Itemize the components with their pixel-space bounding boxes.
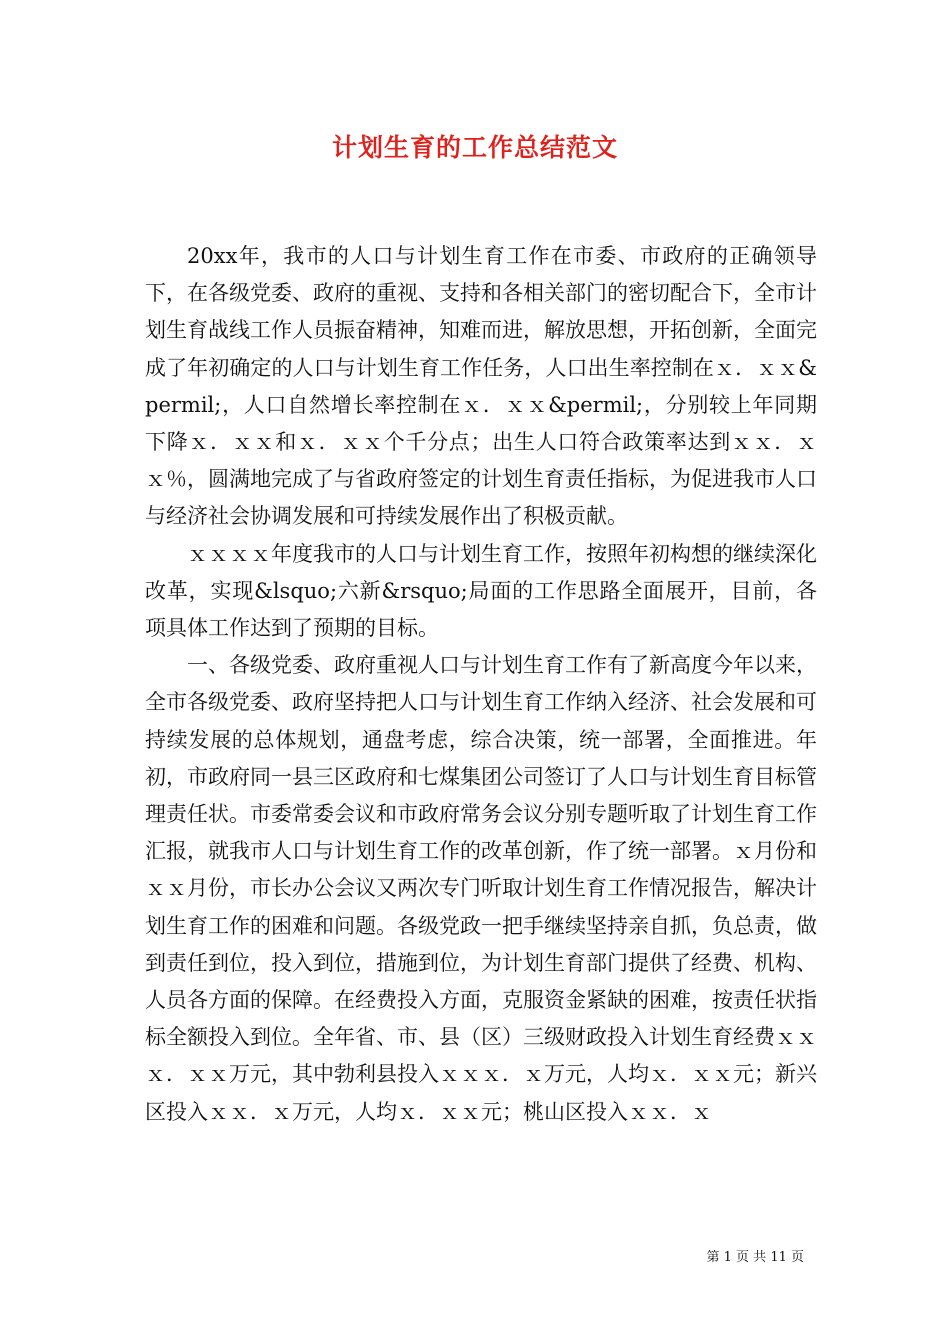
paragraph-2: ｘｘｘｘ年度我市的人口与计划生育工作，按照年初构想的继续深化改革，实现&lsquo;六新&rsquo;局面的工作思路全面展开，目前，各项具体工作达到了预期的目标。 [145,541,817,641]
page-number: 第 1 页 共 11 页 [706,1250,804,1265]
paragraph-1: 20xx年，我市的人口与计划生育工作在市委、市政府的正确领导下，在各级党委、政府的重视、支持和各相关部门的密切配合下，全市计划生育战线工作人员振奋精神，知难而进，解放思想，开拓创新，全面完成了年初确定的人口与计划生育工作任务，人口出生率控制在ｘ．ｘｘ&permil;，人口自然增长率控制在ｘ．ｘｘ&permil;，分别较上年同期下降ｘ．ｘｘ和ｘ．ｘｘ个千分点；出生人口符合政策率达到ｘｘ．ｘｘ％，圆满地完成了与省政府签定的计划生育责任指标，为促进我市人口与经济社会协调发展和可持续发展作出了积极贡献。 [145,244,817,529]
document-body [145,238,817,1131]
paragraph-3: 一、各级党委、政府重视人口与计划生育工作有了新高度今年以来，全市各级党委、政府坚持把人口与计划生育工作纳入经济、社会发展和可持续发展的总体规划，通盘考虑，综合决策，统一部署，全面推进。年初，市政府同一县三区政府和七煤集团公司签订了人口与计划生育目标管理责任状。市委常委会议和市政府常务会议分别专题听取了计划生育工作汇报，就我市人口与计划生育工作的改革创新，作了统一部署。ｘ月份和ｘｘ月份，市长办公会议又两次专门听取计划生育工作情况报告，解决计划生育工作的困难和问题。各级党政一把手继续坚持亲自抓，负总责，做到责任到位，投入到位，措施到位，为计划生育部门提供了经费、机构、人员各方面的保障。在经费投入方面，克服资金紧缺的困难，按责任状指标全额投入到位。全年省、市、县（区）三级财政投入计划生育经费ｘｘｘ．ｘｘ万元，其中勃利县投入ｘｘｘ．ｘ万元，人均ｘ．ｘｘ元；新兴区投入ｘｘ．ｘ万元，人均ｘ．ｘｘ元；桃山区投入ｘｘ．ｘ [145,653,817,1124]
document-title: 计划生育的工作总结范文 [331,133,618,162]
